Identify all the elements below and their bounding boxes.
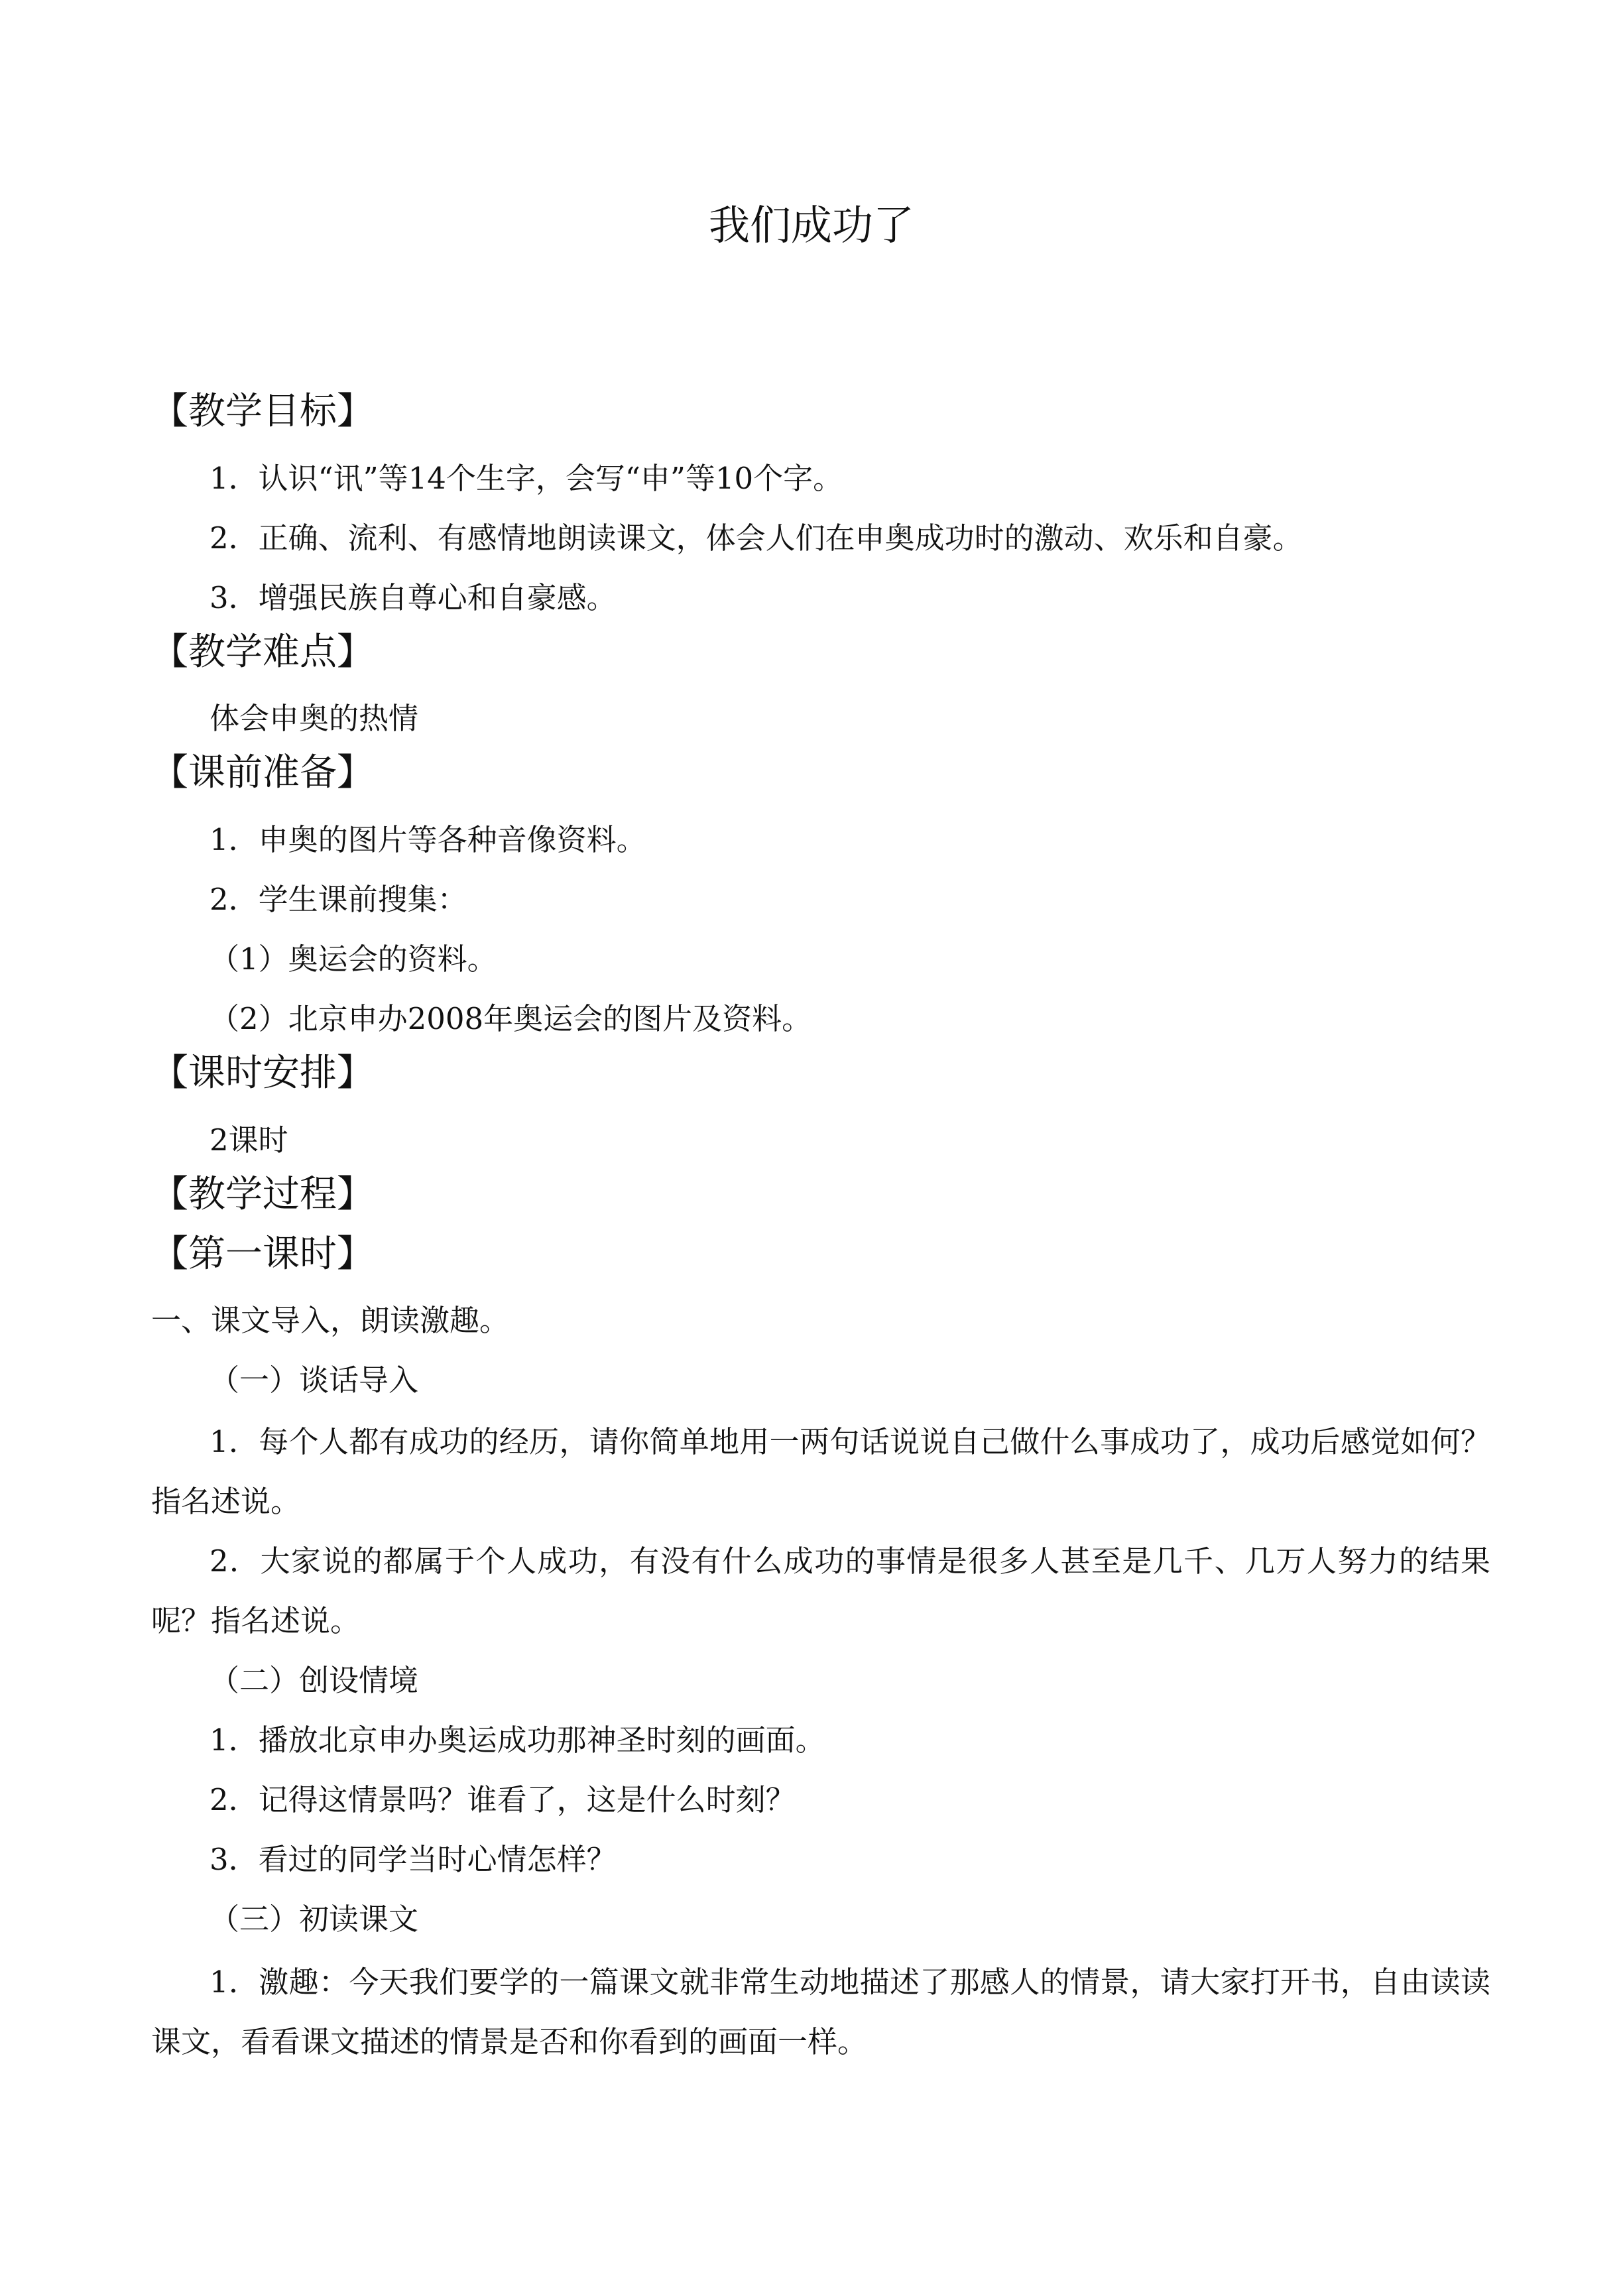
list-item: 2．记得这情景吗？谁看了，这是什么时刻？ xyxy=(210,1782,796,1817)
paragraph: 1．激趣：今天我们要学的一篇课文就非常生动地描述了那感人的情景，请大家打开书，自由读读课文，看看课文描述的情景是否和你看到的画面一样。 xyxy=(151,1964,1490,2059)
list-item: 1．播放北京申办奥运成功那神圣时刻的画面。 xyxy=(210,1722,825,1758)
difficulty-text: 体会申奥的热情 xyxy=(210,701,419,736)
subsection-title: （一）谈话导入 xyxy=(210,1362,419,1398)
goals-heading: 【教学目标】 xyxy=(151,390,374,433)
goal-item: 1．认识“讯”等14个生字，会写“申”等10个字。 xyxy=(210,461,843,496)
schedule-heading: 【课时安排】 xyxy=(151,1052,374,1095)
subsection-title: （三）初读课文 xyxy=(210,1902,419,1937)
lesson1-heading: 【第一课时】 xyxy=(151,1233,374,1276)
subsection-title: （二）创设情境 xyxy=(210,1663,419,1698)
document-title: 我们成功了 xyxy=(708,201,914,249)
list-item: 3．看过的同学当时心情怎样？ xyxy=(210,1842,617,1877)
goal-item: 3．增强民族自尊心和自豪感。 xyxy=(210,580,617,615)
section-title: 一、课文导入，朗读激趣。 xyxy=(151,1303,510,1338)
goal-item: 2．正确、流利、有感情地朗读课文，体会人们在申奥成功时的激动、欢乐和自豪。 xyxy=(210,520,1303,556)
difficulty-heading: 【教学难点】 xyxy=(151,631,374,674)
schedule-text: 2课时 xyxy=(210,1122,288,1158)
process-heading: 【教学过程】 xyxy=(151,1173,374,1216)
preparation-item: 2．学生课前搜集： xyxy=(210,882,467,917)
preparation-heading: 【课前准备】 xyxy=(151,751,374,794)
preparation-item: 1．申奥的图片等各种音像资料。 xyxy=(210,822,646,857)
preparation-item: （2）北京申办2008年奥运会的图片及资料。 xyxy=(210,1001,812,1036)
preparation-item: （1）奥运会的资料。 xyxy=(210,941,497,977)
paragraph: 2．大家说的都属于个人成功，有没有什么成功的事情是很多人甚至是几千、几万人努力的结果呢？指名述说。 xyxy=(151,1543,1490,1638)
paragraph: 1．每个人都有成功的经历，请你简单地用一两句话说说自己做什么事成功了，成功后感觉如何？指名述说。 xyxy=(151,1424,1490,1519)
